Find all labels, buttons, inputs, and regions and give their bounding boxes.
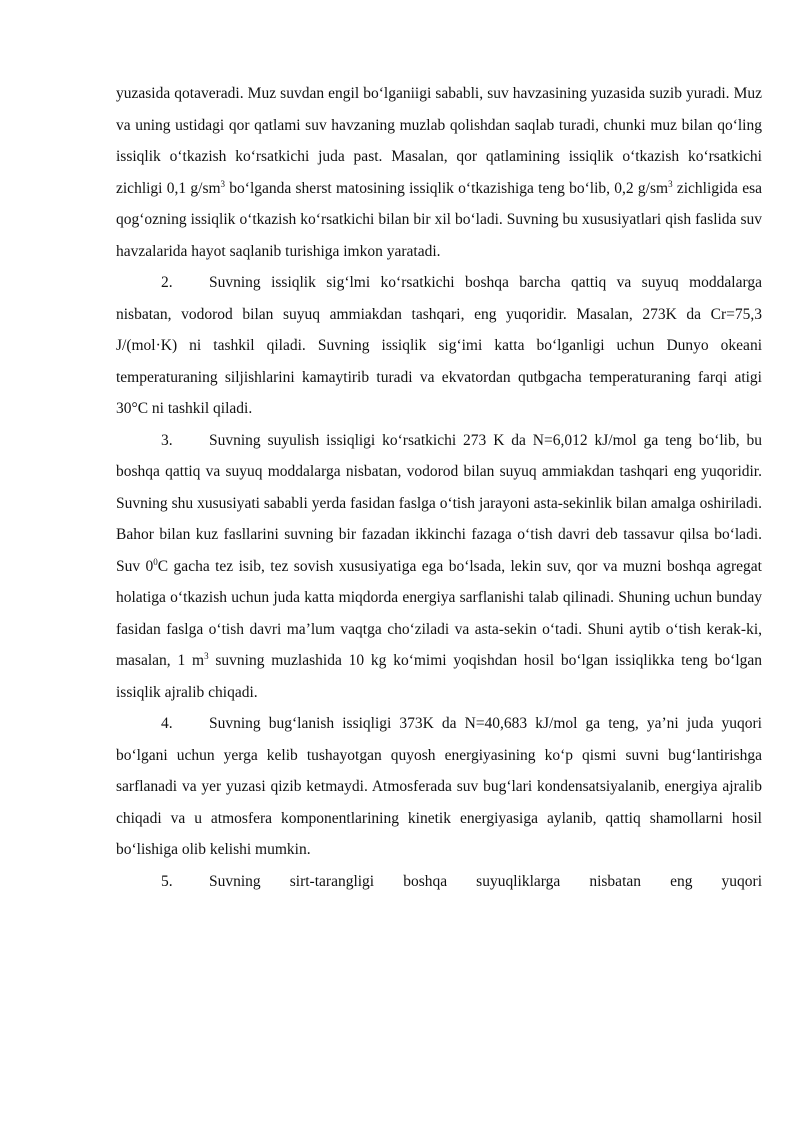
list-paragraph [116, 708, 762, 866]
body-paragraph [116, 78, 762, 267]
paragraph-text: Suvning issiqlik sig‘lmi ko‘rsatkichi boshqa barcha qattiq va suyuq moddalarga nisbatan, vodorod bilan suyuq ammiakdan tashqari, eng yuqoridir. Masalan, 273K da Cr=75,3 J/(mol·K) ni tashkil qiladi. Suvning issiqlik sig‘imi katta bo‘lganligi uchun Dunyo okeani temperaturaning siljishlarini kamaytirib turadi va ekvatordan qutbgacha temperaturaning farqi atigi 30°C ni tashkil qiladi. [116, 274, 762, 417]
list-number: 4. [161, 715, 173, 732]
list-number: 5. [161, 872, 173, 890]
paragraph-text: Suvning sirt-tarangligi boshqa suyuqliklarga nisbatan eng yuqori [209, 872, 762, 890]
document-page [116, 78, 762, 897]
paragraph-text: suvning muzlashida 10 kg ko‘mimi yoqishdan hosil bo‘lgan issiqlikka teng bo‘lgan issiqlik ajralib chiqadi. [116, 652, 763, 701]
superscript: 0 [153, 556, 158, 567]
paragraph-text: yuzasida qotaveradi. Muz suvdan engil bo‘lganiigi sababli, suv havzasining yuzasida suzib yuradi. Muz va uning ustidagi qor qatlami suv havzaning muzlab qolishdan saqlab turadi, chunki muz bilan qo‘ling issiqlik o‘tkazish ko‘rsatkichi juda past. Masalan, qor qatlamining issiqlik o‘tkazish ko‘rsatkichi zichligi 0,1 g/sm [116, 85, 762, 197]
list-number: 2. [161, 274, 173, 291]
paragraph-text: C gacha tez isib, tez sovish xususiyatiga ega bo‘lsada, lekin suv, qor va muzni boshqa agregat holatiga o‘tkazish uchun juda katta miqdorda energiya sarflanishi talab qilinadi. Shuning uchun bunday fasidan faslga o‘tish davri ma’lum vaqtga cho‘ziladi va asta-sekin o‘tadi. Shuni aytib o‘tish kerak-ki, masalan, 1 m [116, 557, 762, 669]
superscript: 3 [668, 178, 673, 189]
paragraph-text: zichligida esa qog‘ozning issiqlik o‘tkazish ko‘rsatkichi bilan bir xil bo‘ladi. Suvning bu xususiyatlari qish faslida suv havzalarida hayot saqlanib turishiga imkon yaratadi. [116, 179, 762, 260]
list-number: 3. [161, 431, 173, 449]
list-paragraph [116, 866, 762, 898]
paragraph-text: Suvning suyulish issiqligi ko‘rsatkichi 273 K da N=6,012 kJ/mol ga teng bo‘lib, bu boshqa qattiq va suyuq moddalarga nisbatan, vodorod bilan suyuq ammiakdan tashqari eng yuqoridir. Suvning shu xususiyati sababli yerda fasidan faslga o‘tish jarayoni asta-sekinlik bilan amalga oshiriladi. Bahor bilan kuz fasllarini suvning bir fazadan ikkinchi fazaga o‘tish davri deb tassavur qilsa bo‘ladi. Suv 0 [116, 431, 762, 575]
list-paragraph [116, 267, 762, 425]
list-paragraph [116, 425, 762, 709]
paragraph-text: Suvning bug‘lanish issiqligi 373K da N=40,683 kJ/mol ga teng, ya’ni juda yuqori bo‘lgani uchun yerga kelib tushayotgan quyosh energiyasining ko‘p qismi suvni bug‘lantirishga sarflanadi va yer yuzasi qizib ketmaydi. Atmosferada suv bug‘lari kondensatsiyalanib, energiya ajralib chiqadi va u atmosfera komponentlarining kinetik energiyasiga aylanib, qattiq shamollarni hosil bo‘lishiga olib kelishi mumkin. [116, 715, 762, 858]
superscript: 3 [220, 178, 226, 189]
superscript: 3 [204, 650, 209, 661]
paragraph-text: bo‘lganda sherst matosining issiqlik o‘tkazishiga teng bo‘lib, 0,2 g/sm [225, 179, 669, 197]
